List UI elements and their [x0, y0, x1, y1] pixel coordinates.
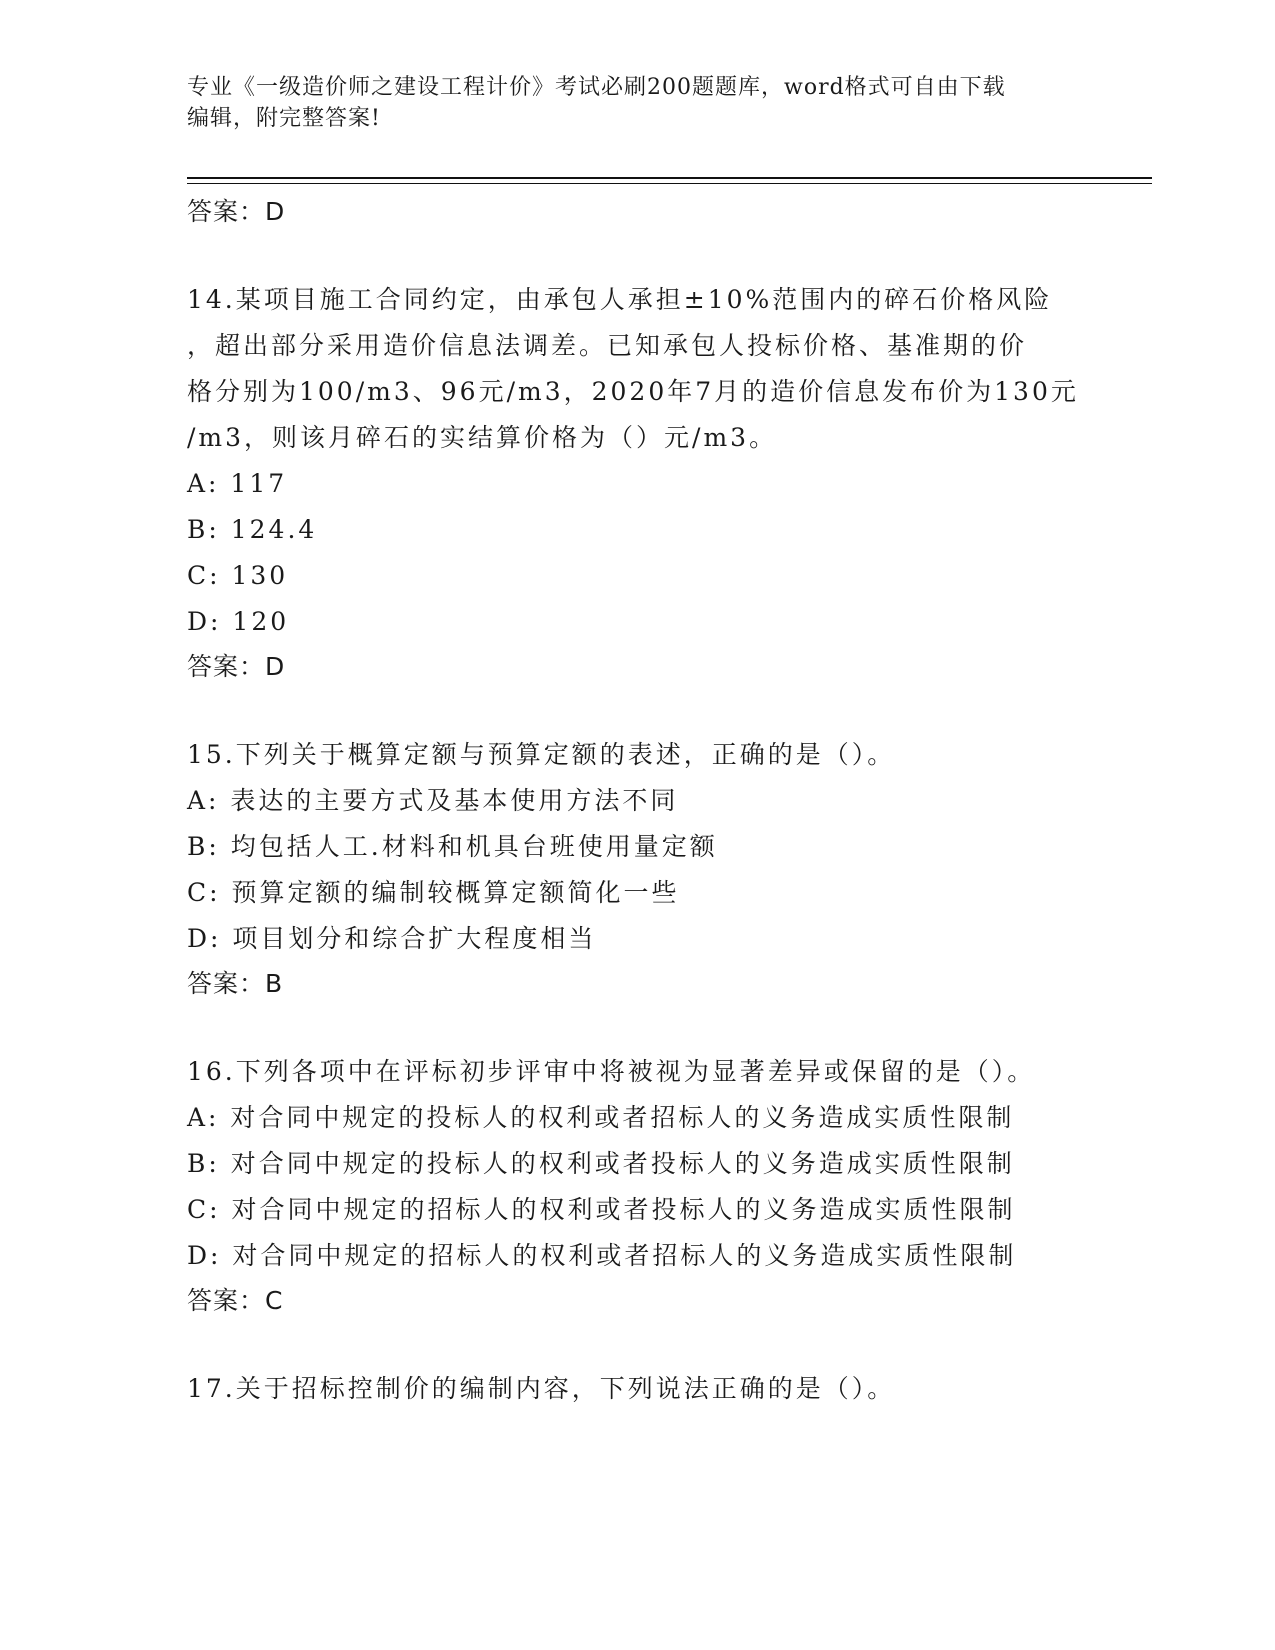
- spacer: [187, 1006, 1107, 1049]
- option-b: B: 124.4: [187, 515, 318, 544]
- answer: 答案：C: [187, 1286, 284, 1315]
- question-15: [187, 732, 1107, 1006]
- option-d: D: 120: [187, 607, 290, 636]
- question-text-line: /m3，则该月碎石的实结算价格为（）元/m3。: [187, 423, 778, 452]
- question-text-line: 15.下列关于概算定额与预算定额的表述，正确的是（）。: [187, 740, 896, 769]
- question-14: [187, 277, 1107, 689]
- option-c: C: 130: [187, 561, 289, 590]
- option-c: C: 对合同中规定的招标人的权利或者投标人的义务造成实质性限制: [187, 1195, 1016, 1224]
- option-a: A: 表达的主要方式及基本使用方法不同: [187, 786, 679, 815]
- header-line-2: 编辑，附完整答案!: [187, 106, 381, 131]
- header-divider-thin: [187, 183, 1152, 184]
- header-line-1: 专业《一级造价师之建设工程计价》考试必刷200题题库，word格式可自由下载: [187, 75, 1006, 100]
- option-a: A: 117: [187, 469, 288, 498]
- question-text-line: ，超出部分采用造价信息法调差。已知承包人投标价格、基准期的价: [187, 331, 1028, 360]
- answer-previous: 答案：D: [187, 197, 286, 226]
- question-text-line: 格分别为100/m3、96元/m3，2020年7月的造价信息发布价为130元: [187, 377, 1079, 406]
- answer: 答案：D: [187, 652, 286, 681]
- option-b: B: 对合同中规定的投标人的权利或者投标人的义务造成实质性限制: [187, 1149, 1015, 1178]
- document-body: [187, 190, 1107, 1412]
- option-d: D: 对合同中规定的招标人的权利或者招标人的义务造成实质性限制: [187, 1241, 1017, 1270]
- question-text-line: 17.关于招标控制价的编制内容，下列说法正确的是（）。: [187, 1374, 896, 1403]
- question-17: [187, 1366, 1107, 1412]
- option-a: A: 对合同中规定的投标人的权利或者招标人的义务造成实质性限制: [187, 1103, 1015, 1132]
- document-header: [187, 72, 1087, 134]
- option-c: C: 预算定额的编制较概算定额简化一些: [187, 878, 680, 907]
- option-b: B: 均包括人工.材料和机具台班使用量定额: [187, 832, 718, 861]
- question-text-line: 14.某项目施工合同约定，由承包人承担±10%范围内的碎石价格风险: [187, 285, 1053, 314]
- answer: 答案：B: [187, 969, 284, 998]
- question-text-line: 16.下列各项中在评标初步评审中将被视为显著差异或保留的是（）。: [187, 1057, 1036, 1086]
- header-divider-thick: [187, 177, 1152, 179]
- spacer: [187, 689, 1107, 732]
- question-16: [187, 1049, 1107, 1323]
- spacer: [187, 1323, 1107, 1366]
- option-d: D: 项目划分和综合扩大程度相当: [187, 924, 597, 953]
- spacer: [187, 234, 1107, 277]
